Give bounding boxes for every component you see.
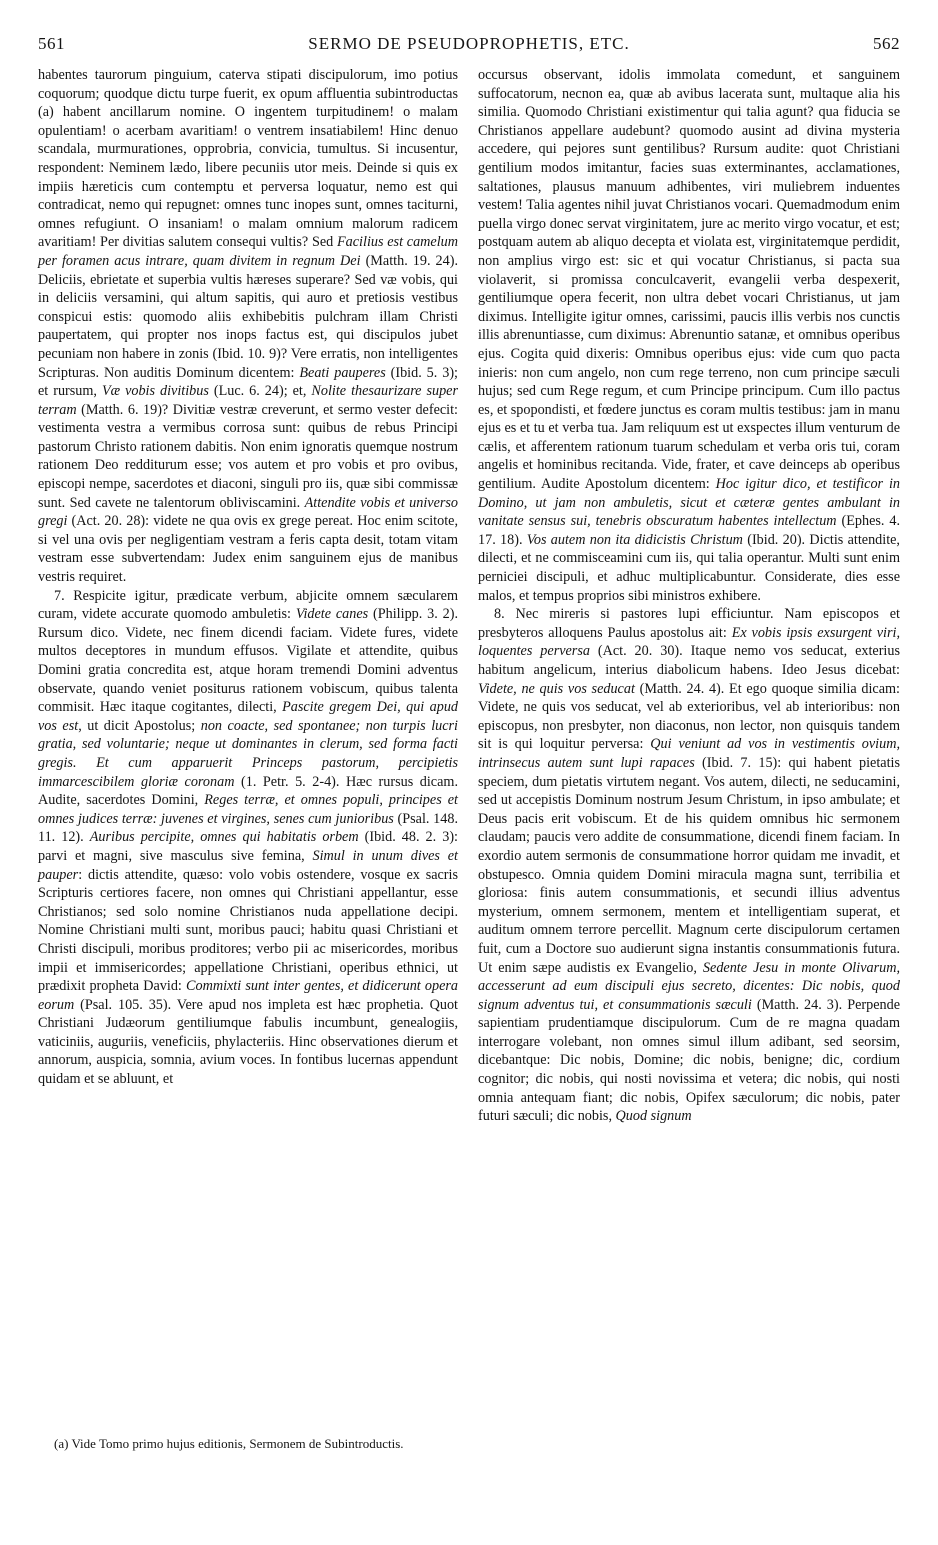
running-title: SERMO DE PSEUDOPROPHETIS, ETC.	[308, 34, 630, 53]
running-header	[38, 34, 900, 60]
right-page-number: 562	[873, 34, 900, 53]
left-column	[38, 66, 458, 1089]
right-column	[478, 66, 900, 1126]
paragraph-7: 7. Respicite igitur, prædicate verbum, abjicite omnem sæcularem curam, videte accurate quomodo ambuletis: Videte canes (Philipp. 3. 2). Rursum dico. Videte, nec finem dicendi faciam. Videte fures, videte multos deceptores in mundum effusos. Vigilate et attendite, quibus Domini gratia concredita est, atque horam tremendi Domini adventus observate, quando veniet positurus rationem vobiscum, quibus talenta commisit. Hæc itaque cogitantes, dilecti, Pascite gregem Dei, qui apud vos est, ut dicit Apostolus; non coacte, sed spontanee; non turpis lucri gratia, sed voluntarie; neque ut dominantes in clerum, sed forma facti gregis. Et cum apparuerit Princeps pastorum, percipietis immarcescibilem gloriæ coronam (1. Petr. 5. 2-4). Hæc rursus dicam. Audite, sacerdotes Domini, Reges terræ, et omnes populi, principes et omnes judices terræ: juvenes et virgines, senes cum junioribus (Psal. 148. 11. 12). Auribus percipite, omnes qui habitatis orbem (Ibid. 48. 2. 3): parvi et magni, sive masculus sive femina, Simul in unum dives et pauper: dictis attendite, quæso: volo vobis ostendere, vosque ex sacris Scripturis certiores facere, non omnes qui Christiani appellantur, esse Christianos; sed solo nomine Christianos nuda appellatione decipi. Nomine Christiani multi sunt, moribus pauci; habitu quasi Christiani et Christi discipuli, moribus proditores; verbo pii ac misericordes, moribus impii et immisericordes; appellatione Christiani, operibus ethnici, ut prædixit propheta David: Commixti sunt inter gentes, et didicerunt opera eorum (Psal. 105. 35). Vere apud nos impleta est hæc prophetia. Quot Christiani Judæorum gentiliumque fabulis incumbunt, genealogiis, vaticiniis, auguriis, veneficiis, phylacteriis. Hinc observationes dierum et annorum, auspicia, somnia, avium voces. In fontibus lucernas appendunt quidam et se abluunt, et	[38, 587, 459, 1088]
paragraph-continuation-right: occursus observant, idolis immolata comedunt, et sanguinem suffocatorum, necnon ea, quæ ab avibus lacerata sunt, multaque alia his similia. Quomodo Christiani existimentur qui talia agunt? qua fiducia se Christianos appellare audebunt? quomodo ausint ad divina mysteria accedere, qui pejores sunt gentilibus? Rursum audite: quot Christiani gentilium modos imitantur, facies suas exterminantes, acclamationes, saltationes, plausus manuum adhibentes, viri muliebrem induentes vestem! Talia agentes nihil juvat Christianos vocari. Quemadmodum enim puella virgo donec servat virginitatem, jure ac merito virgo vocatur, et est; postquam autem ab aliquo decepta et violata est, virginitatemque perdidit, non amplius virgo est: sic et qui vocatur Christianus, si pacta sua violaverit, si promissa conculcaverit, evangelii verba despexerit, gentiliumque opera fecerit, non ultra debet vocari Christianus, ut jam diximus. Intelligite igitur omnes, carissimi, paucis illis verbis nos cunctis illis abrenuntiasse, cum diximus: Abrenuntio satanæ, et omnibus operibus ejus. Cogita quid dixeris: Omnibus operibus ejus: vide cum quo pacta inieris: non cum angelo, non cum rege terreno, non cum principe sæculi hujus; sed cum Rege regum, et cum Principe principum. Cum illo pactus es, et spopondisti, et fœdere junctus es coram multis testibus: jam in manu ejus es et tu et verba tua. Jam reliquum est ut exspectes illum venturum de cælis, et afferentem rationum tuarum schedulam et verba oris tui, coram angelis et hominibus recitanda. Vide, frater, et cave deinceps ab operibus gentilium. Audite Apostolum dicentem: Hoc igitur dico, et testificor in Domino, ut jam non ambuletis, sicut et cæteræ gentes ambulant in vanitate sensus sui, tenebris obscuratum habentes intellectum (Ephes. 4. 17. 18). Vos autem non ita didicistis Christum (Ibid. 20). Dictis attendite, dilecti, et ne commisceamini cum iis, qui talia operantur. Multi sunt enim perniciei discipuli, et adhuc multiplicabuntur. Considerate, dies esse malos, et tempus proprios sibi ministros exhibere.	[478, 67, 900, 604]
paragraph-continuation: habentes taurorum pinguium, caterva stipati discipulorum, imo potius coquorum; quodque dictu turpe fuerit, ex opum affluentia subintroductas (a) habent ancillarum nomine. O ingentem turpitudinem! o malam opulentiam! o acerbam avaritiam! o ventrem insatiabilem! Hinc denuo scandala, murmurationes, opprobria, convicia, tumultus. Si incusentur, respondent: Neminem lædo, libere pecuniis utor meis. Deinde si quis ex impiis hæreticis cum contemptu et perversa loquatur, nemo est qui contradicat, nemo qui repugnet: omnes tunc inopes sunt, omnes taciturni, omnes refugiunt. O insaniam! o malam omnium malorum radicem avaritiam! Per divitias salutem consequi vultis? Sed Facilius est camelum per foramen acus intrare, quam divitem in regnum Dei (Matth. 19. 24). Deliciis, ebrietate et superbia vultis hæreses superare? Sed væ vobis, qui in deliciis versamini, qui altum sapitis, qui auro et pretiosis vestibus conspicui estis: quomodo aliis exhibebitis pulchram illam Christi paupertatem, qui propter nos inops factus est, qui discipulos jubet pecuniam non habere in zonis (Ibid. 10. 9)? Vere erratis, non intelligentes Scripturas. Non auditis Dominum dicentem: Beati pauperes (Ibid. 5. 3); et rursum, Væ vobis divitibus (Luc. 6. 24); et, Nolite thesaurizare super terram (Matth. 6. 19)? Divitiæ vestræ creverunt, et sermo vester defecit: vestimenta vestra a vermibus corrosa sunt: quibus de rebus Principi pastorum Christo rationem dabitis. Non enim ignoratis quemque nostrum rationem Deo redditurum esse; vos autem et pro vobis et pro ovibus, episcopi nempe, sacerdotes et diaconi, singuli pro iis, quæ sibi commissæ sunt. Sed cavete ne talentorum obliviscamini. Attendite vobis et universo gregi (Act. 20. 28): videte ne qua ovis ex grege pereat. Hoc enim scitote, si vel una ovis per negligentiam vestram a feris capta desit, totam vitam vestram esse subvertendam: Judex enim sanguinem ejus de manibus vestris requiret.	[38, 67, 459, 586]
left-page-number: 561	[38, 34, 65, 53]
footnote: (a) Vide Tomo primo hujus editionis, Sermonem de Subintroductis.	[54, 1436, 404, 1451]
paragraph-8: 8. Nec mireris si pastores lupi efficiuntur. Nam episcopos et presbyteros alloquens Paulus apostolus ait: Ex vobis ipsis exsurgent viri, loquentes perversa (Act. 20. 30). Itaque nemo vos seducat, exterius habitum angelicum, interius diabolicum habens. Ideo Jesus dicebat: Videte, ne quis vos seducat (Matth. 24. 4). Et ego quoque similia dicam: Videte, ne quis vos seducat, vel ab exterioribus, vel ab interioribus: non episcopus, non presbyter, non diaconus, non lector, non quisquis tandem sit is qui loquitur perversa: Qui veniunt ad vos in vestimentis ovium, intrinsecus autem sunt lupi rapaces (Ibid. 7. 15): qui habent pietatis speciem, dum pietatis virtutem negant. Vos autem, dilecti, ne seducamini, sed ut accepistis Dominum nostrum Jesum Christum, in ipso ambulate; et Deus pacis erit vobiscum. Et de his quidem omnibus hic sermonem claudam; paucis vero addite de consummatione, dicendi finem faciam. In exordio autem sermonis de consummatione horror quidam me invadit, et obstupesco. Omnia quidem Domini miracula magna sunt, terribilia et gloriosa: finis autem consummationis, et secundi illius adventus mysterium, omnem sermonem, mentem et intelligentiam superat, et auditum omnem terrore percellit. Magnum certe discipulorum certamen fuit, cum a Doctore suo audierunt signa instantis consummationis futura. Ut enim sæpe audistis ex Evangelio, Sedente Jesu in monte Olivarum, accesserunt ad eum discipuli ejus secreto, dicentes: Dic nobis, quod signum adventus tui, et consummationis sæculi (Matth. 24. 3). Perpende sapientiam prudentiamque discipulorum. Cum de re magna quadam interrogare volebant, non omnes simul illum adibant, sed seorsim, dicebantque: Dic nobis, Domine; dic nobis, benigne; dic, cordium cognitor; dic nobis, qui nosti novissima et vetera; dic nobis, qui nosti omnia antequam fiant; dic nobis, Opifex sæculorum; dic nobis, pater futuri sæculi; dic nobis, Quod signum	[478, 606, 901, 1125]
